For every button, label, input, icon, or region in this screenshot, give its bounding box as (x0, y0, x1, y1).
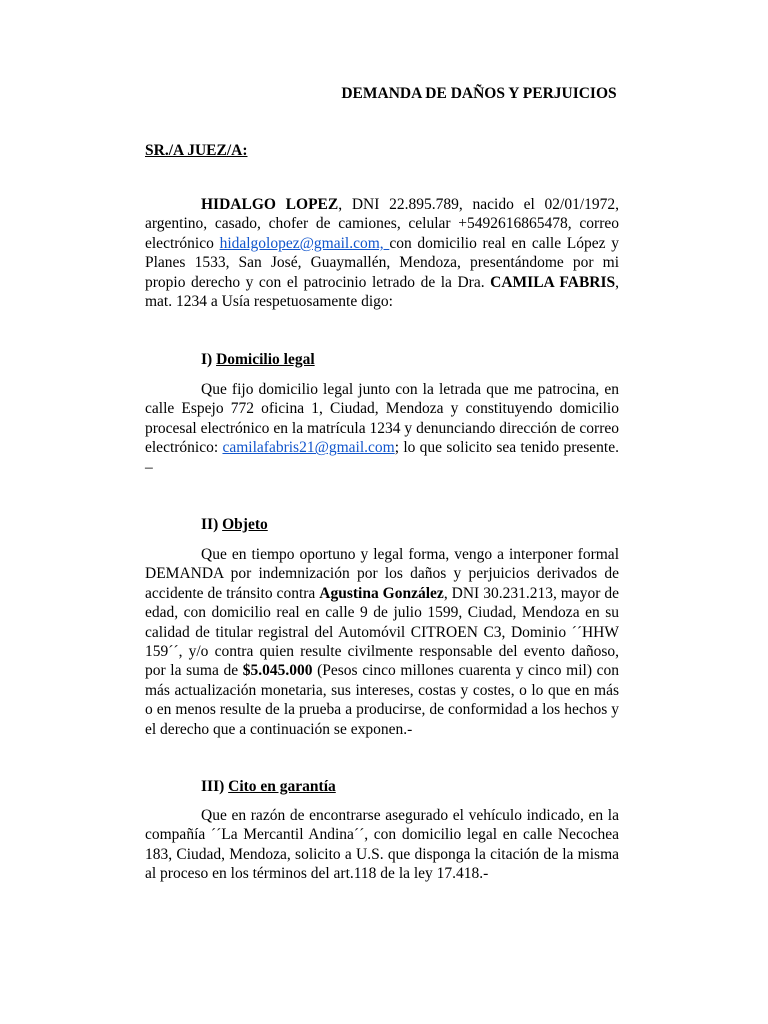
section-3-text-1: Que en razón de encontrarse asegurado el vehículo indicado, en la compañía ´´La Mercantil Andina´´, con domicilio legal en calle Necochea 183, Ciudad, Mendoza, solicito a U.S. que disponga la citación de la misma al proceso en los términos del art.118 de la ley 17.418.- (145, 807, 619, 883)
section-2-text-1: Que en tiempo oportuno y legal forma, vengo a interponer formal DEMANDA por indemnización por los daños y perjuicios derivados de accidente de tránsito contra (145, 546, 619, 602)
lawyer-email-link[interactable]: camilafabris21@gmail.com (222, 439, 395, 457)
section-3-heading (201, 778, 336, 796)
section-3-title: Cito en garantía (228, 778, 336, 795)
intro-text-3: , mat. 1234 a Usía respetuosamente digo: (145, 273, 620, 311)
document-title: DEMANDA DE DAÑOS Y PERJUICIOS (341, 85, 617, 102)
section-3-paragraph (145, 806, 619, 884)
section-2-text-3: (Pesos cinco millones cuarenta y cinco mil) con más actualización monetaria, sus intereses, costas y costes, o lo que en más o en menos resulte de la prueba a producirse, de conformidad a los hechos y el derecho que a continuación se exponen.- (145, 662, 619, 738)
section-2-text-2: , DNI 30.231.213, mayor de edad, con domicilio real en calle 9 de julio 1599, Ciudad, Mendoza en su calidad de titular registral del Automóvil CITROEN C3, Dominio ´´HHW 159´´, y/o contra quien resulte civilmente responsable del evento dañoso, por la suma de (145, 584, 619, 680)
section-1-text-1: Que fijo domicilio legal junto con la letrada que me patrocina, en calle Espejo 772 oficina 1, Ciudad, Mendoza y constituyendo domicilio procesal electrónico en la matrícula 1234 y denunciando dirección de correo electrónico: (145, 381, 619, 457)
claim-amount: $5.045.000 (242, 662, 313, 680)
intro-text-1: , DNI 22.895.789, nacido el 02/01/1972, argentino, casado, chofer de camiones, celular +5492616865478, correo electrónico (145, 196, 619, 252)
addressee: SR./A JUEZ/A: (145, 142, 248, 159)
defendant-name: Agustina González (319, 584, 444, 602)
section-2-number: II) (201, 516, 219, 533)
section-1-paragraph (145, 380, 619, 477)
plaintiff-email-link[interactable]: hidalgolopez@gmail.com, (219, 234, 390, 252)
section-1-text-2: ; lo que solicito sea tenido presente. – (145, 439, 619, 476)
section-1-title: Domicilio legal (216, 351, 315, 368)
section-2-heading (201, 516, 268, 534)
section-1-number: I) (201, 351, 213, 368)
section-3-number: III) (201, 778, 225, 795)
section-2-paragraph (145, 545, 619, 739)
section-1-heading (201, 351, 315, 369)
section-2-title: Objeto (222, 516, 268, 533)
plaintiff-name: HIDALGO LOPEZ (201, 196, 339, 213)
intro-text-2: con domicilio real en calle López y Planes 1533, San José, Guaymallén, Mendoza, presentándome por mi propio derecho y con el patrocinio letrado de la Dra. (145, 234, 619, 291)
intro-paragraph (145, 195, 619, 311)
lawyer-name: CAMILA FABRIS (490, 273, 616, 291)
